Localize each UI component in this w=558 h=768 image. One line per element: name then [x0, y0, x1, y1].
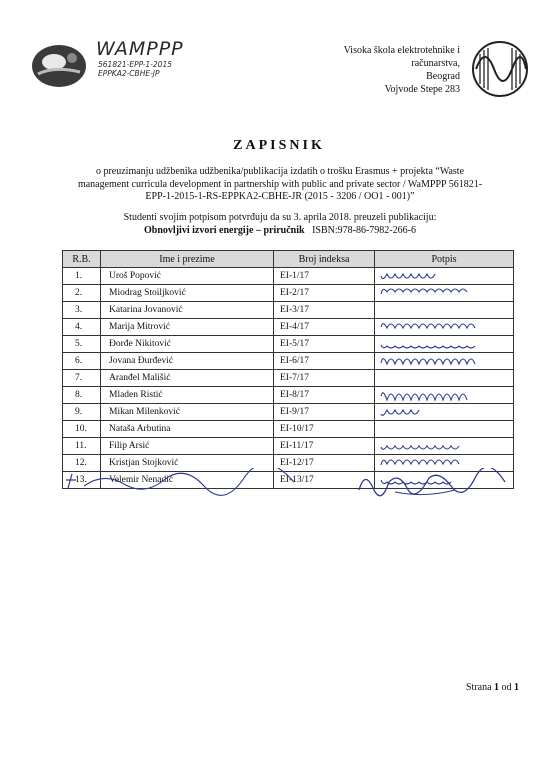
signature-cell [375, 319, 514, 336]
intro-paragraph: o preuzimanju udžbenika udžbenika/publikacija izdatih o trošku Erasmus + projekta “Waste management curricula development in partnership with public and private sector / WaMPPP 561821-EPP-1-2015-1-RS-EPPKA2-CBHE-JR (2015 - 3206 / OO1 - 001)” [77, 166, 483, 202]
signature-cell [375, 438, 514, 455]
student-index: EI-11/17 [274, 438, 375, 455]
logo-code-1: 561821-EPP-1-2015 [98, 60, 172, 69]
header-index: Broj indeksa [274, 251, 375, 268]
table-header-row [63, 251, 514, 268]
wamppp-logo-icon [30, 42, 88, 90]
signature-cell [375, 421, 514, 438]
row-number: 11. [63, 438, 101, 455]
table-row [63, 302, 514, 319]
row-number: 5. [63, 336, 101, 353]
signature-cell [375, 387, 514, 404]
handwritten-signature [379, 387, 499, 403]
student-name: Katarina Jovanović [101, 302, 274, 319]
student-name: Jovana Đurđević [101, 353, 274, 370]
row-number: 13. [63, 472, 101, 489]
signature-cell [375, 302, 514, 319]
row-number: 3. [63, 302, 101, 319]
row-number: 4. [63, 319, 101, 336]
handwritten-signature [379, 336, 499, 352]
student-index: EI-1/17 [274, 268, 375, 285]
handwritten-signature [379, 268, 499, 284]
signature-cell [375, 336, 514, 353]
row-number: 6. [63, 353, 101, 370]
student-index: EI-13/17 [274, 472, 375, 489]
row-number: 12. [63, 455, 101, 472]
student-index: EI-4/17 [274, 319, 375, 336]
statement-text: Studenti svojim potpisom potvrđuju da su 3. aprila 2018. preuzeli publikaciju: [123, 212, 437, 223]
student-name: Nataša Arbutina [101, 421, 274, 438]
logo-text [96, 38, 184, 78]
row-number: 8. [63, 387, 101, 404]
student-name: Marija Mitrović [101, 319, 274, 336]
publication-line [60, 225, 500, 238]
signature-cell [375, 353, 514, 370]
publication-title: Obnovljivi izvori energije – priručnik [144, 224, 305, 236]
handwritten-signature [379, 438, 499, 454]
student-name: Uroš Popović [101, 268, 274, 285]
row-number: 9. [63, 404, 101, 421]
logo-code-2: EPPKA2-CBHE-JP [98, 69, 160, 78]
signature-cell [375, 404, 514, 421]
student-index: EI-8/17 [274, 387, 375, 404]
row-number: 10. [63, 421, 101, 438]
student-index: EI-12/17 [274, 455, 375, 472]
handwritten-signature [379, 404, 499, 420]
student-name: Đorđe Nikitović [101, 336, 274, 353]
handwritten-signature [379, 319, 499, 335]
institution-address [330, 44, 460, 96]
student-index: EI-6/17 [274, 353, 375, 370]
row-number: 7. [63, 370, 101, 387]
student-name: Miodrag Stoiljković [101, 285, 274, 302]
page-of: od [501, 682, 512, 693]
institution-line: Visoka škola elektrotehnike i [343, 45, 460, 56]
student-index: EI-2/17 [274, 285, 375, 302]
signature-cell [375, 285, 514, 302]
student-index: EI-3/17 [274, 302, 375, 319]
student-name: Velemir Nenadić [101, 472, 274, 489]
table-row [63, 421, 514, 438]
table-row [63, 370, 514, 387]
header-rb: R.B. [63, 251, 101, 268]
footer-signature [355, 468, 515, 498]
header-signature: Potpis [375, 251, 514, 268]
institution-line: računarstva, [411, 58, 460, 69]
handwritten-signature [379, 285, 499, 301]
student-name: Kristjan Stojković [101, 455, 274, 472]
table-row [63, 387, 514, 404]
student-name: Mladen Ristić [101, 387, 274, 404]
statement [60, 212, 500, 237]
document-title: ZAPISNIK [233, 138, 325, 153]
table-row [63, 353, 514, 370]
student-name: Mikan Milenković [101, 404, 274, 421]
institution-line: Beograd [426, 71, 460, 82]
table-row [63, 336, 514, 353]
student-index: EI-7/17 [274, 370, 375, 387]
row-number: 1. [63, 268, 101, 285]
table-row [63, 285, 514, 302]
isbn: ISBN:978-86-7982-266-6 [312, 224, 416, 236]
signature-cell [375, 370, 514, 387]
school-logo-icon [470, 40, 530, 98]
row-number: 2. [63, 285, 101, 302]
institution-line: Vojvode Stepe 283 [384, 84, 460, 95]
footer-handwritten-note [64, 468, 304, 496]
student-index: EI-9/17 [274, 404, 375, 421]
student-name: Aranđel Mališić [101, 370, 274, 387]
table-row [63, 438, 514, 455]
student-index: EI-5/17 [274, 336, 375, 353]
student-name: Filip Arsić [101, 438, 274, 455]
table-row [63, 268, 514, 285]
page-label: Strana [466, 682, 492, 693]
page-current: 1 [494, 682, 500, 693]
table-row [63, 404, 514, 421]
page-number [466, 682, 519, 693]
student-index: EI-10/17 [274, 421, 375, 438]
page-total: 1 [514, 682, 520, 693]
signature-cell [375, 268, 514, 285]
handwritten-signature [379, 353, 499, 369]
table-row [63, 319, 514, 336]
logo-brand: WAMPPP [96, 38, 184, 60]
attendance-table [62, 250, 514, 489]
header-name: Ime i prezime [101, 251, 274, 268]
